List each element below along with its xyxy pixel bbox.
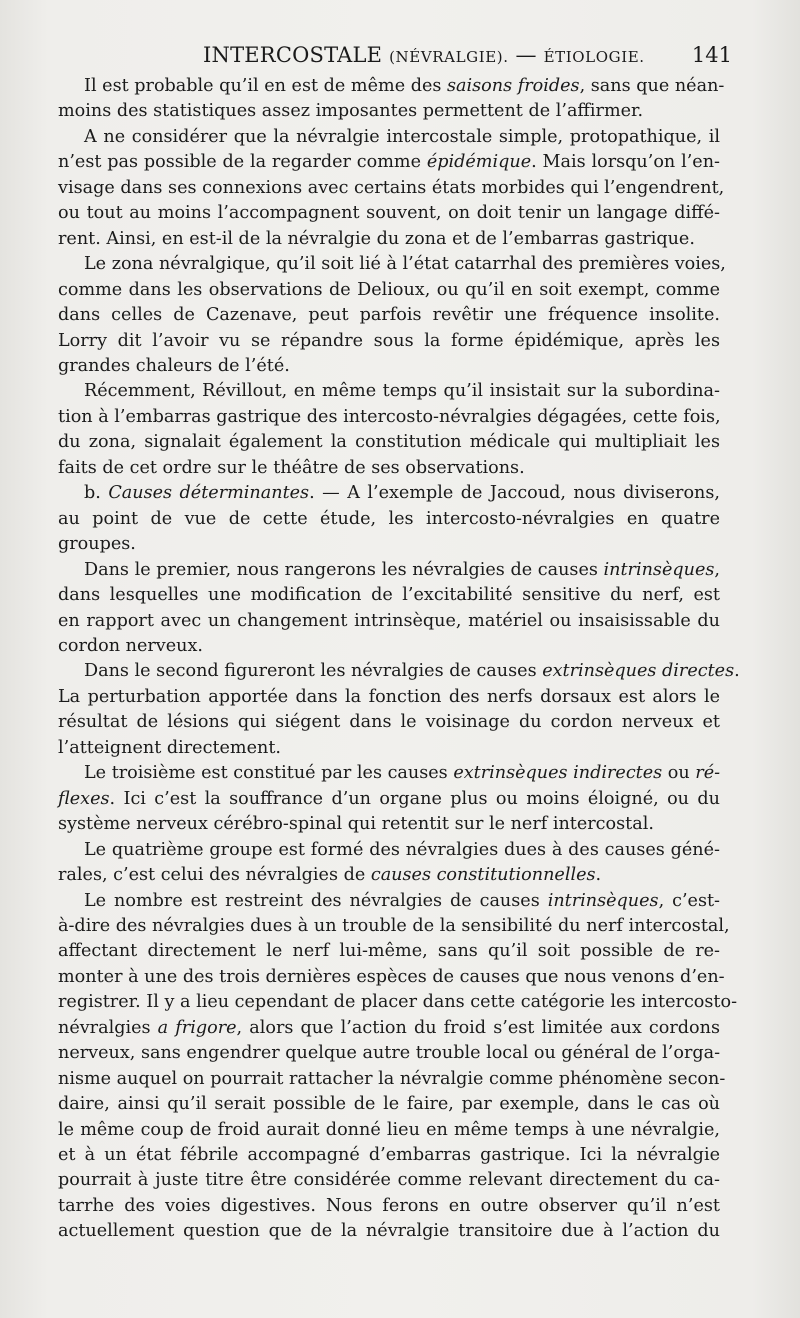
- text-segment: ,: [714, 559, 720, 580]
- text-segment: grandes chaleurs de l’été.: [58, 355, 290, 376]
- text-segment: nisme auquel on pourrait rattacher la névralgie comme phénomène secon-: [58, 1068, 726, 1089]
- text-line: [58, 1194, 720, 1219]
- text-segment: dans lesquelles une modification de l’excitabilité sensitive du nerf, est: [58, 585, 720, 606]
- text-line: [58, 939, 720, 964]
- title-section: ÉTIOLOGIE.: [543, 48, 645, 66]
- italic-text: ré-: [695, 763, 721, 784]
- text-line: [58, 1041, 720, 1066]
- page-number: 141: [691, 43, 732, 67]
- text-segment: et à un état fébrile accompagné d’embarras gastrique. Ici la névralgie: [58, 1145, 720, 1166]
- text-line: [58, 99, 720, 124]
- text-line: [58, 1219, 720, 1244]
- text-line: [58, 532, 720, 557]
- italic-text: flexes: [58, 788, 110, 809]
- text-segment: monter à une des trois dernières espèces de causes que nous venons d’en-: [58, 966, 725, 987]
- text-line: [58, 278, 720, 303]
- text-line: [58, 965, 725, 990]
- text-segment: l’atteignent directement.: [58, 737, 282, 758]
- text-line: [58, 812, 720, 837]
- text-segment: pourrait à juste titre être considérée comme relevant directement du ca-: [58, 1170, 720, 1191]
- text-line: [58, 761, 720, 786]
- text-segment: La perturbation apportée dans la fonction des nerfs dorsaux est alors le: [58, 686, 720, 707]
- text-line: [58, 659, 740, 684]
- text-segment: en rapport avec un changement intrinsèque, matériel ou insaisissable du: [58, 610, 720, 631]
- text-line: [58, 634, 720, 659]
- text-segment: moins des statistiques assez imposantes permettent de l’affirmer.: [58, 101, 644, 122]
- text-segment: résultat de lésions qui siégent dans le voisinage du cordon nerveux et: [58, 712, 720, 733]
- text-line: [58, 456, 720, 481]
- text-line: [58, 74, 725, 99]
- text-line: [58, 685, 720, 710]
- text-line: [58, 1092, 720, 1117]
- body-text: [58, 74, 740, 1245]
- text-segment: comme dans les observations de Delioux, ou qu’il en soit exempt, comme: [58, 279, 720, 300]
- text-line: [58, 838, 720, 863]
- text-line: [58, 379, 720, 404]
- text-segment: . Mais lorsqu’on l’en-: [531, 152, 720, 173]
- text-segment: Il est probable qu’il en est de même des: [84, 76, 447, 96]
- text-line: [58, 558, 720, 583]
- text-segment: Dans le second figureront les névralgies de causes: [84, 661, 543, 682]
- text-segment: registrer. Il y a lieu cependant de placer dans cette catégorie les intercosto-: [58, 992, 738, 1013]
- text-line: [58, 787, 720, 812]
- text-line: [58, 507, 720, 532]
- italic-text: saisons froides: [447, 76, 580, 96]
- text-segment: rent. Ainsi, en est-il de la névralgie du zona et de l’embarras gastrique.: [58, 228, 695, 249]
- text-line: [58, 710, 720, 735]
- text-line: [58, 354, 720, 379]
- text-segment: groupes.: [58, 534, 136, 555]
- text-segment: ou tout au moins l’accompagnent souvent, on doit tenir un langage diffé-: [58, 203, 720, 224]
- text-line: [58, 303, 720, 328]
- title-dash: —: [508, 43, 544, 67]
- text-segment: daire, ainsi qu’il serait possible de le faire, par exemple, dans le cas où: [58, 1094, 720, 1115]
- text-segment: . Ici c’est la souffrance d’un organe plus ou moins éloigné, ou du: [109, 788, 720, 809]
- text-segment: . — A l’exemple de Jaccoud, nous diviserons,: [309, 483, 721, 504]
- text-segment: nerveux, sans engendrer quelque autre trouble local ou général de l’orga-: [58, 1043, 721, 1064]
- text-segment: Le troisième est constitué par les causes: [84, 763, 454, 784]
- text-line: [58, 914, 730, 939]
- text-line: [58, 1168, 720, 1193]
- text-segment: au point de vue de cette étude, les intercosto-névralgies en quatre: [58, 508, 720, 529]
- text-segment: Le zona névralgique, qu’il soit lié à l’état catarrhal des premières voies,: [84, 254, 726, 275]
- text-segment: actuellement question que de la névralgie transitoire due à l’action du: [58, 1221, 720, 1242]
- text-segment: rales, c’est celui des névralgies de: [58, 865, 371, 886]
- text-line: [58, 176, 725, 201]
- text-line: [58, 150, 720, 175]
- text-segment: Le nombre est restreint des névralgies de causes: [84, 890, 548, 911]
- text-segment: faits de cet ordre sur le théâtre de ses observations.: [58, 457, 525, 478]
- text-segment: Lorry dit l’avoir vu se répandre sous la forme épidémique, après les: [58, 330, 720, 351]
- text-segment: cordon nerveux.: [58, 635, 203, 656]
- italic-text: extrinsèques indirectes: [453, 763, 663, 784]
- text-segment: visage dans ses connexions avec certains états morbides qui l’engendrent,: [58, 177, 725, 198]
- text-segment: affectant directement le nerf lui-même, sans qu’il soit possible de re-: [58, 941, 720, 962]
- text-segment: ou: [662, 763, 696, 784]
- text-segment: tion à l’embarras gastrique des intercosto-névralgies dégagées, cette fois,: [58, 406, 721, 427]
- text-line: [58, 863, 720, 888]
- text-segment: le même coup de froid aurait donné lieu en même temps à une névralgie,: [58, 1119, 720, 1140]
- title-main: INTERCOSTALE: [203, 43, 383, 67]
- text-line: [58, 1143, 720, 1168]
- text-line: [58, 583, 720, 608]
- text-segment: b.: [84, 483, 109, 504]
- italic-text: Causes déterminantes: [108, 483, 310, 504]
- text-line: [58, 990, 738, 1015]
- text-segment: névralgies: [58, 1017, 158, 1038]
- text-segment: , c’est-: [658, 890, 721, 911]
- text-line: [58, 430, 720, 455]
- italic-text: intrinsèques: [603, 559, 715, 580]
- text-line: [58, 889, 720, 914]
- text-segment: n’est pas possible de la regarder comme: [58, 152, 427, 173]
- text-segment: Dans le premier, nous rangerons les névralgies de causes: [84, 559, 604, 580]
- text-segment: .: [734, 661, 740, 682]
- text-line: [58, 1016, 720, 1041]
- text-line: [58, 227, 720, 252]
- text-line: [58, 1067, 726, 1092]
- text-segment: Récemment, Révillout, en même temps qu’il insistait sur la subordina-: [84, 381, 720, 402]
- italic-text: intrinsèques: [547, 890, 659, 911]
- text-segment: à-dire des névralgies dues à un trouble de la sensibilité du nerf intercostal,: [58, 915, 730, 936]
- text-segment: , alors que l’action du froid s’est limitée aux cordons: [236, 1017, 720, 1038]
- text-line: [58, 1118, 720, 1143]
- text-segment: dans celles de Cazenave, peut parfois revêtir une fréquence insolite.: [58, 305, 720, 326]
- text-line: [58, 329, 720, 354]
- title-parenthetical: (NÉVRALGIE).: [389, 48, 509, 66]
- text-line: [58, 405, 720, 430]
- italic-text: causes constitutionnelles: [370, 865, 596, 886]
- text-line: [58, 481, 720, 506]
- text-line: [58, 125, 720, 150]
- text-segment: tarrhe des voies digestives. Nous ferons en outre observer qu’il n’est: [58, 1195, 720, 1216]
- italic-text: a frigore: [157, 1017, 237, 1038]
- running-header: [58, 38, 732, 72]
- italic-text: extrinsèques directes: [542, 661, 735, 682]
- running-title: [203, 38, 645, 74]
- italic-text: épidémique: [426, 152, 532, 173]
- text-segment: du zona, signalait également la constitution médicale qui multipliait les: [58, 432, 720, 453]
- text-segment: , sans que néan-: [579, 76, 725, 96]
- text-segment: .: [595, 865, 602, 886]
- text-line: [58, 736, 720, 761]
- text-segment: A ne considérer que la névralgie intercostale simple, protopathique, il: [84, 126, 720, 147]
- text-segment: système nerveux cérébro-spinal qui retentit sur le nerf intercostal.: [58, 814, 654, 835]
- text-segment: Le quatrième groupe est formé des névralgies dues à des causes géné-: [84, 839, 720, 860]
- text-line: [58, 201, 720, 226]
- text-line: [58, 609, 720, 634]
- text-line: [58, 252, 726, 277]
